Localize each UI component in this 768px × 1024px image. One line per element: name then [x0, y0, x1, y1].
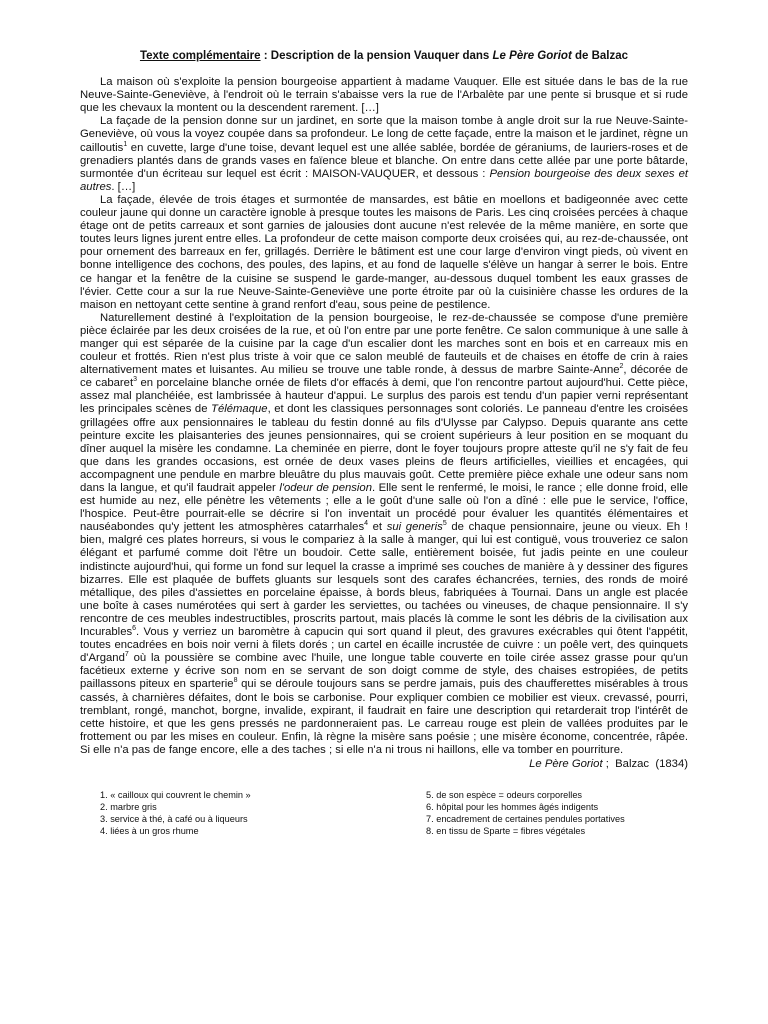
paragraph-1: La maison où s'exploite la pension bourgeoise appartient à madame Vauquer. Elle est située dans le bas de la rue Neuve-Sainte-Geneviève, à l'endroit où le terrain s'abaisse vers la rue de l'Arbalète par une pente si brusque et si rude que les chevaux la montent ou la descendent rarement. […] — [80, 76, 688, 115]
footnote-3: 3. service à thé, à café ou à liqueurs — [100, 814, 248, 825]
title-separator: : — [260, 50, 271, 62]
source-work: Le Père Goriot — [529, 757, 603, 770]
document-page — [80, 50, 688, 837]
p2-text-b: en cuvette, large d'une toise, devant lequel est une allée sablée, bordée de géraniums, de lauriers-roses et de grenadiers plantés dans de grands vases en faïence bleue et blanche. On entre dans cette allée par une porte bâtarde, surmontée d'un écriteau sur lequel est écrit : MAISON-VAUQUER, et dessous : — [80, 141, 688, 180]
footnote-6: 6. hôpital pour les hommes âgés indigents — [426, 802, 599, 813]
p4-text-f: et — [368, 521, 387, 534]
page-title — [80, 50, 688, 63]
title-text: Description de la pension Vauquer dans — [270, 50, 493, 62]
p2-text-a: La façade de la pension donne sur un jardinet, en sorte que la maison tombe à angle droit sur la rue Neuve-Sainte-Geneviève, où vous la voyez coupée dans sa profondeur. Le long de cette façade, entre la maison et le jardinet, règne un cailloutis — [80, 115, 688, 154]
p4-text-d: , et dont les classiques personnages sont coloriés. Le panneau d'entre les croisées grillagées offre aux pensionnaires le tableau du festin donné au fils d'Ulysse par Calypso. Depuis quarante ans cette peinture excite les plaisanteries des jeunes pensionnaires, qui se croient supérieurs à leur position en se moquant du dîner auquel la misère les condamne. La cheminée en pierre, dont le foyer toujours propre atteste qu'il ne s'y fait de feu que dans les grandes occasions, est ornée de deux vases pleins de fleurs artificielles, vieillies et encagées, qui accompagnent une pendule en marbre bleuâtre du plus mauvais goût. Cette première pièce exhale une odeur sans nom dans la langue, et qu'il faudrait appeler — [80, 403, 688, 494]
sign-text: Pension bourgeoise des deux sexes et autres — [80, 167, 688, 193]
footnotes-left — [100, 789, 362, 837]
footnote-ref-8: 8 — [233, 677, 238, 685]
source-rest: ; Balzac (1834) — [602, 757, 688, 770]
p4-text-c: en porcelaine blanche ornée de filets d'or effacés à demi, que l'on rencontre partout aujourd'hui. Cette pièce, assez mal planchéiée, est lambrissée à hauteur d'appui. Le surplus des parois est tendu d'un papier verni représentant les principales scènes de — [80, 377, 688, 416]
footnote-2: 2. marbre gris — [100, 802, 157, 813]
footnote-ref-1: 1 — [123, 140, 128, 148]
source-citation — [80, 758, 688, 771]
footnote-4: 4. liées à un gros rhume — [100, 826, 199, 837]
p4-text-b: , décorée de ce cabaret — [80, 364, 688, 390]
telemaque-text: Télémaque — [211, 403, 268, 416]
paragraph-3: La façade, élevée de trois étages et surmontée de mansardes, est bâtie en moellons et badigeonnée avec cette couleur jaune qui donne un caractère ignoble à presque toutes les maisons de Paris. Les cinq croisées percées à chaque étage ont de petits carreaux et sont garnies de jalousies dont aucune n'est relevée de la même manière, en sorte que toutes leurs lignes jurent entre elles. La profondeur de cette maison comporte deux croisées qui, au rez-de-chaussée, ont pour ornement des barreaux en fer, grillagés. Derrière le bâtiment est une cour large d'environ vingt pieds, où vivent en bonne intelligence des cochons, des poules, des lapins, et au fond de laquelle s'élève un hangar à serrer le bois. Entre ce hangar et la fenêtre de la cuisine se suspend le garde-manger, au-dessous duquel tombent les eaux grasses de l'évier. Cette cour a sur la rue Neuve-Sainte-Geneviève une porte étroite par où la cuisinière chasse les ordures de la maison en nettoyant cette sentine à grand renfort d'eau, sous peine de pestilence. — [80, 193, 688, 311]
paragraph-4 — [80, 312, 688, 757]
footnote-8: 8. en tissu de Sparte = fibres végétales — [426, 826, 586, 837]
footnote-ref-3: 3 — [133, 376, 138, 384]
p4-text-a: Naturellement destiné à l'exploitation de la pension bourgeoise, le rez-de-chaussée se compose d'une première pièce éclairée par les deux croisées de la rue, et où l'on entre par une porte fenêtre. Ce salon communique à une salle à manger qui est séparée de la cuisine par la cage d'un escalier dont les marches sont en bois et en carreaux mis en couleur et frottés. Rien n'est plus triste à voir que ce salon meublé de fauteuils et de chaises en étoffe de crin à raies alternativement mates et luisantes. Au milieu se trouve une table ronde, à dessus de marbre Sainte-Anne — [80, 311, 688, 377]
title-work: Le Père Goriot — [492, 50, 572, 62]
footnote-ref-4: 4 — [364, 520, 368, 528]
footnote-ref-5: 5 — [442, 520, 447, 528]
sui-generis-text: sui generis — [386, 521, 443, 534]
p4-text-j: qui se déroule toujours sans se perdre jamais, puis des chaufferettes misérables à trous cassés, à charnières défaites, dont le bois se carbonise. Pour expliquer combien ce mobilier est vieux. crevassé, pourri, tremblant, rongé, manchot, borgne, invalide, expirant, il faudrait en faire une description qui retarderait trop l'intérêt de cette histoire, et que les gens pressés ne pardonneraient pas. Le carreau rouge est plein de vallées produites par le frottement ou par les mises en couleur. Enfin, là règne la misère sans poésie ; une misère économe, concentrée, râpée. Si elle n'a pas de fange encore, elle a des taches ; si elle n'a ni trous ni haillons, elle va tomber en pourriture. — [80, 678, 688, 756]
footnote-ref-2: 2 — [619, 363, 624, 371]
odeur-text: l'odeur de pension — [279, 482, 372, 494]
footnotes — [80, 789, 688, 837]
p4-text-i: où la poussière se combine avec l'huile, une longue table couverte en toile cirée assez grasse pour qu'un facétieux externe y écrive son nom en se servant de son doigt comme de style, des chaises estropiées, de petits paillassons piteux en sparterie — [80, 652, 688, 691]
footnote-ref-6: 6 — [132, 625, 137, 633]
footnote-7: 7. encadrement de certaines pendules portatives — [426, 814, 625, 825]
p4-text-g: de chaque pensionnaire, jeune ou vieux. Eh ! bien, malgré ces plates horreurs, si vous le compariez à la salle à manger, qui lui est contiguë, vous trouveriez ce salon élégant et parfumé comme doit l'être un boudoir. Cette salle, entièrement boisée, fut jadis peinte en une couleur indistincte aujourd'hui, qui forme un fond sur lequel la crasse a imprimé ses couches de manière à y dessiner des figures bizarres. Elle est plaquée de buffets gluants sur lesquels sont des carafes échancrées, ternies, des ronds de moiré métallique, des piles d'assiettes en porcelaine épaisse, à bords bleus, fabriquées à Tournai. Dans un angle est placée une boîte à cases numérotées qui sert à garder les serviettes, ou tachées ou vineuses, de chaque pensionnaire. Il s'y rencontre de ces meubles indestructibles, proscrits partout, mais placés là comme le sont les débris de la civilisation aux Incurables — [80, 521, 688, 639]
title-label: Texte complémentaire — [139, 50, 261, 62]
paragraph-2 — [80, 115, 688, 194]
footnote-1: 1. « cailloux qui couvrent le chemin » — [100, 790, 251, 801]
p4-text-e: . Elle sent le renfermé, le moisi, le rance ; elle donne froid, elle est humide au nez, elle pénètre les vêtements ; elle a le goût d'une salle où l'on a dîné : elle pue le service, l'office, l'hospice. Peut-être pourrait-elle se décrire si l'on inventait un procédé pour évaluer les quantités élémentaires et nauséabondes qu'y jettent les atmosphères catarrhales — [80, 482, 688, 534]
footnote-ref-7: 7 — [124, 651, 129, 659]
p2-text-c: . […] — [111, 180, 136, 193]
p4-text-h: . Vous y verriez un baromètre à capucin qui sort quand il pleut, des gravures exécrables qui ôtent l'appétit, toutes encadrées en bois noir verni à filets dorés ; un cartel en écaille incrustée de cuivre : un poêle vert, des quinquets d'Argand — [80, 626, 688, 665]
footnotes-right — [362, 789, 688, 837]
title-after: de Balzac — [571, 50, 629, 62]
footnote-5: 5. de son espèce = odeurs corporelles — [426, 790, 583, 801]
